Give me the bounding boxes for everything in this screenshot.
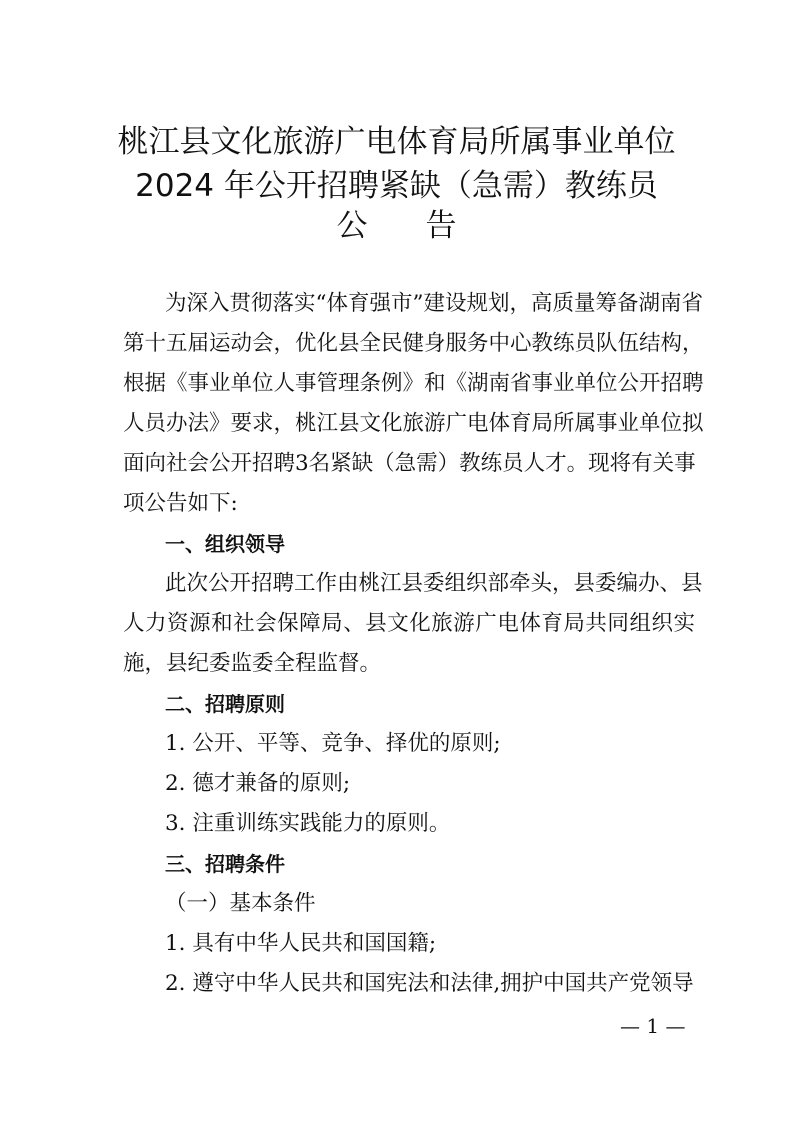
condition-item-2: 2. 遵守中华人民共和国宪法和法律,拥护中国共产党领导 (165, 971, 694, 996)
section1-line-2: 人力资源和社会保障局、县文化旅游广电体育局共同组织实 (123, 611, 695, 636)
intro-line-1: 为深入贯彻落实“体育强市”建设规划，高质量筹备湖南省 (165, 291, 703, 316)
section1-line-1: 此次公开招聘工作由桃江县委组织部牵头，县委编办、县 (165, 571, 703, 596)
section1-line-3: 施，县纪委监委全程监督。 (123, 651, 382, 676)
title-line-1: 桃江县文化旅游广电体育局所属事业单位 (117, 124, 676, 160)
page-number: — 1 — (620, 1014, 686, 1038)
title-line-2: 2024 年公开招聘紧缺（急需）教练员 (135, 168, 658, 204)
principle-item-3: 3. 注重训练实践能力的原则。 (165, 811, 451, 836)
intro-line-5: 面向社会公开招聘3名紧缺（急需）教练员人才。现将有关事 (123, 451, 696, 476)
intro-line-4: 人员办法》要求，桃江县文化旅游广电体育局所属事业单位拟 (123, 411, 704, 436)
intro-line-6: 项公告如下: (123, 491, 238, 516)
section-heading-organization: 一、组织领导 (165, 532, 285, 556)
principle-item-1: 1. 公开、平等、竞争、择优的原则; (165, 731, 501, 756)
condition-item-1: 1. 具有中华人民共和国国籍; (165, 931, 437, 956)
section-heading-conditions: 三、招聘条件 (165, 852, 285, 876)
intro-line-2: 第十五届运动会，优化县全民健身服务中心教练员队伍结构， (123, 331, 704, 356)
section-heading-principles: 二、招聘原则 (165, 692, 285, 716)
title-line-3: 公告 (336, 208, 515, 244)
subsection-basic-conditions: （一）基本条件 (165, 891, 316, 916)
intro-line-3: 根据《事业单位人事管理条例》和《湖南省事业单位公开招聘 (123, 371, 704, 396)
principle-item-2: 2. 德才兼备的原则; (165, 771, 351, 796)
